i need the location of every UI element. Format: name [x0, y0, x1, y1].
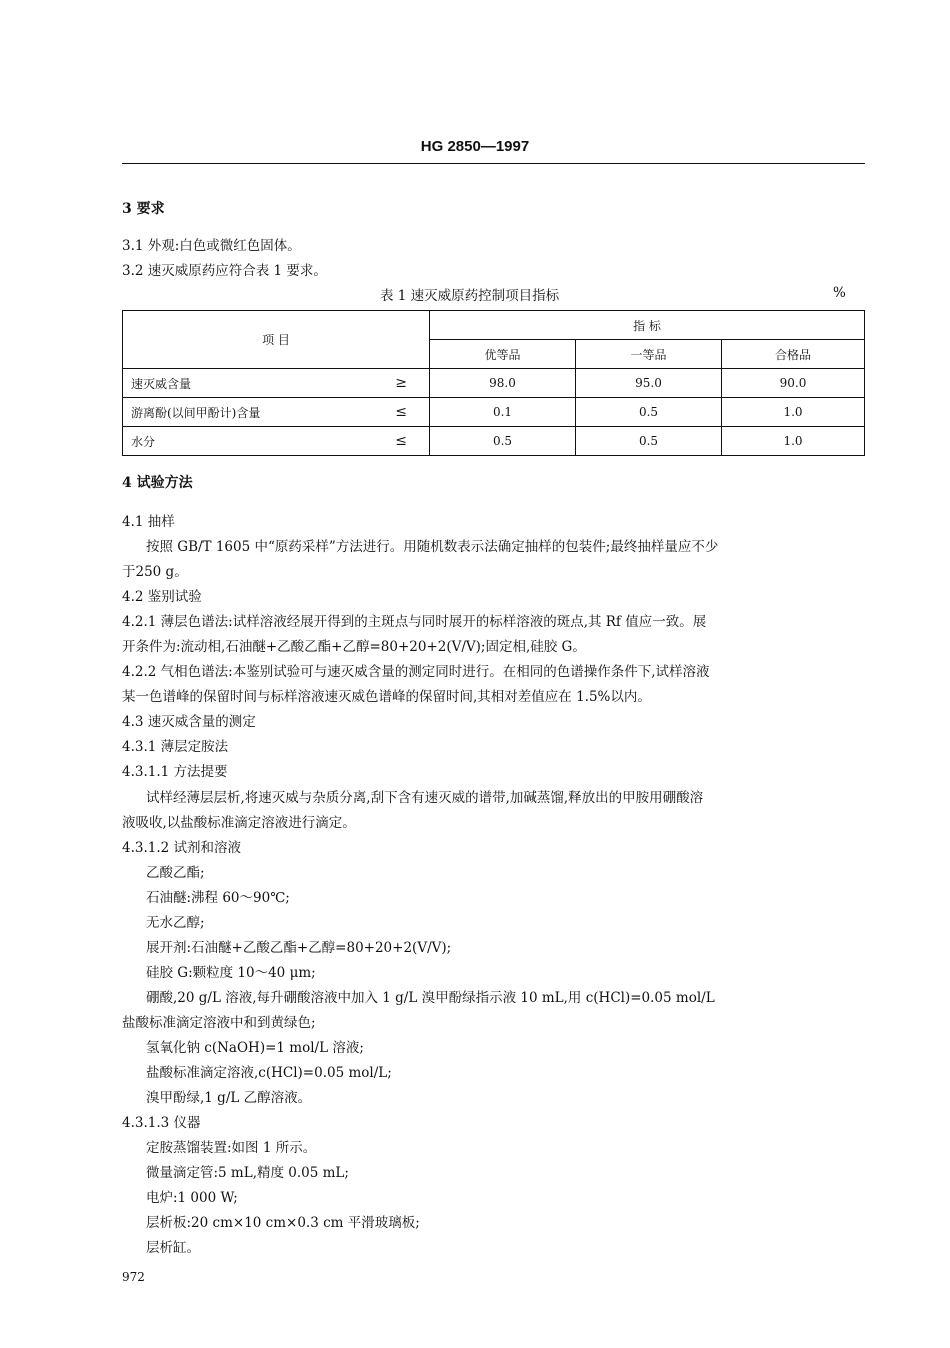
- table-cell: 95.0: [576, 369, 722, 398]
- heading-4-3-1-1: 4.3.1.1 方法提要: [122, 764, 228, 780]
- table-cell: 0.1: [430, 398, 576, 427]
- instrument-line: 层析板:20 cm×10 cm×0.3 cm 平滑玻璃板;: [146, 1215, 420, 1231]
- instrument-line: 层析缸。: [146, 1240, 200, 1256]
- heading-4-3-1-2: 4.3.1.2 试剂和溶液: [122, 840, 242, 856]
- instrument-line: 微量滴定管:5 mL,精度 0.05 mL;: [146, 1165, 349, 1181]
- reagent-line: 石油醚:沸程 60～90℃;: [146, 890, 290, 906]
- heading-4-3-1-3: 4.3.1.3 仪器: [122, 1115, 201, 1131]
- heading-4-2: 4.2 鉴别试验: [122, 589, 202, 605]
- reagent-line: 盐酸标准滴定溶液,c(HCl)=0.05 mol/L;: [146, 1065, 392, 1081]
- reagent-line: 溴甲酚绿,1 g/L 乙醇溶液。: [146, 1090, 312, 1106]
- para-4-3-1-1-line1: 试样经薄层层析,将速灭威与杂质分离,刮下含有速灭威的谱带,加碱蒸馏,释放出的甲胺用硼酸溶: [146, 790, 704, 806]
- col-header-item: 项 目: [123, 311, 430, 369]
- section-4-heading: 4 试验方法: [122, 475, 193, 491]
- spec-table: [122, 310, 865, 456]
- table-cell: 1.0: [722, 427, 865, 456]
- para-4-1-line1: 按照 GB/T 1605 中“原药采样”方法进行。用随机数表示法确定抽样的包装件;最终抽样量应不少: [146, 539, 719, 555]
- heading-4-1: 4.1 抽样: [122, 514, 175, 530]
- table-cell: 98.0: [430, 369, 576, 398]
- para-4-3-1-1-line2: 液吸收,以盐酸标准滴定溶液进行滴定。: [122, 815, 356, 831]
- standard-code-header: HG 2850—1997: [420, 138, 530, 155]
- table-row: [123, 369, 865, 398]
- row-label: 游离酚(以间甲酚计)含量: [131, 405, 261, 420]
- col-header-index: 指 标: [430, 311, 865, 340]
- item-3-1: 3.1 外观:白色或微红色固体。: [122, 238, 301, 254]
- reagent-line: 硼酸,20 g/L 溶液,每升硼酸溶液中加入 1 g/L 溴甲酚绿指示液 10 mL,用 c(HCl)=0.05 mol/L: [146, 990, 715, 1006]
- para-4-2-2-line2: 某一色谱峰的保留时间与标样溶液速灭威色谱峰的保留时间,其相对差值应在 1.5%以内。: [122, 689, 651, 705]
- reagent-line: 硅胶 G:颗粒度 10～40 μm;: [146, 965, 316, 981]
- para-4-2-1-line2: 开条件为:流动相,石油醚+乙酸乙酯+乙醇=80+20+2(V/V);固定相,硅胶 G。: [122, 639, 586, 655]
- table-1-caption: 表 1 速灭威原药控制项目指标: [380, 288, 560, 304]
- row-label: 水分: [131, 434, 156, 449]
- table-cell: 1.0: [722, 398, 865, 427]
- compare-symbol: ≤: [395, 433, 407, 449]
- compare-symbol: ≥: [395, 375, 407, 391]
- reagent-line: 无水乙醇;: [146, 915, 205, 931]
- grade-header: 优等品: [430, 340, 576, 369]
- instrument-line: 电炉:1 000 W;: [146, 1190, 238, 1206]
- para-4-2-2-line1: 4.2.2 气相色谱法:本鉴别试验可与速灭威含量的测定同时进行。在相同的色谱操作条件下,试样溶液: [122, 664, 710, 680]
- reagent-line: 乙酸乙酯;: [146, 865, 205, 881]
- grade-header: 一等品: [576, 340, 722, 369]
- heading-4-3-1: 4.3.1 薄层定胺法: [122, 739, 229, 755]
- table-cell: 0.5: [576, 398, 722, 427]
- reagent-line: 展开剂:石油醚+乙酸乙酯+乙醇=80+20+2(V/V);: [146, 940, 452, 956]
- row-label: 速灭威含量: [131, 376, 192, 391]
- table-cell: 0.5: [430, 427, 576, 456]
- reagent-line: 氢氧化钠 c(NaOH)=1 mol/L 溶液;: [146, 1040, 364, 1056]
- table-cell: 90.0: [722, 369, 865, 398]
- table-row: [123, 427, 865, 456]
- table-1-unit: %: [833, 285, 846, 301]
- heading-4-3: 4.3 速灭威含量的测定: [122, 714, 256, 730]
- page-number: 972: [122, 1270, 145, 1284]
- header-rule: [122, 163, 865, 164]
- table-row: [123, 398, 865, 427]
- para-4-1-line2: 于250 g。: [122, 564, 188, 580]
- item-3-2: 3.2 速灭威原药应符合表 1 要求。: [122, 263, 327, 279]
- section-3-heading: 3 要求: [122, 201, 165, 217]
- reagent-line: 盐酸标准滴定溶液中和到黄绿色;: [122, 1015, 316, 1031]
- compare-symbol: ≤: [395, 404, 407, 420]
- instrument-line: 定胺蒸馏装置:如图 1 所示。: [146, 1140, 317, 1156]
- table-cell: 0.5: [576, 427, 722, 456]
- grade-header: 合格品: [722, 340, 865, 369]
- para-4-2-1-line1: 4.2.1 薄层色谱法:试样溶液经展开得到的主斑点与同时展开的标样溶液的斑点,其 Rf 值应一致。展: [122, 614, 707, 630]
